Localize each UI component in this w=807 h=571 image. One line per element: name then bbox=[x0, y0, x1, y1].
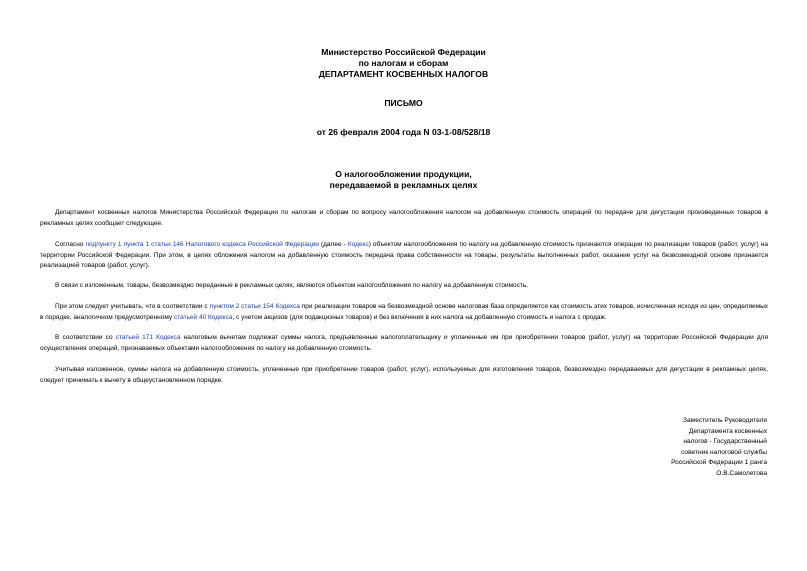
paragraph-2-text: (далее - bbox=[318, 241, 348, 248]
link-art-40[interactable]: статьей 40 Кодекса bbox=[173, 313, 233, 321]
signature-title-1: Заместитель Руководителя bbox=[683, 417, 767, 424]
document-date bbox=[0, 127, 807, 138]
signature-name: О.В.Самолетова bbox=[716, 469, 767, 477]
document-subject bbox=[0, 169, 807, 191]
paragraph-4-text: , с учетом акцизов (для подакцизных товаров) и без включения в них налога на добавленную стоимость и налога с продаж. bbox=[232, 313, 607, 321]
paragraph-5-text: В соответствии со bbox=[55, 334, 116, 341]
paragraph-5-text: налоговым вычетам подлежат суммы налога, предъявленные налогоплательщику и уплаченные им при приобретении товаров (работ, услуг) на территории Российской Федерации для осуществления операций, признаваемых объектами налогообложения по налогу на добавленную стоимость. bbox=[40, 334, 768, 352]
paragraph-5 bbox=[40, 333, 768, 354]
ministry-header bbox=[0, 47, 807, 80]
subject-line-2: передаваемой в рекламных целях bbox=[329, 180, 478, 190]
paragraph-6: Учитывая изложенное, суммы налога на добавленную стоимость, уплаченные при приобретении товаров (работ, услуг), используемых для изготовления товаров, безвозмездно передаваемых для дегустации в рекламных целях, следует принимать к вычету в общеустановленном порядке. bbox=[40, 366, 768, 384]
paragraph-1: Департамент косвенных налогов Министерства Российской Федерации по налогам и сборам по вопросу налогообложения налогом на добавленную стоимость операций по передаче для дегустации произведенных товаров в рекламных целях сообщает следующее. bbox=[40, 209, 768, 227]
department-name: ДЕПАРТАМЕНТ КОСВЕННЫХ НАЛОГОВ bbox=[318, 69, 489, 79]
paragraph-4-text: при реализации товаров на безвозмездной основе налоговая база определяется как стоимость этих товаров, исчисленная исходя из цен, определяемых в порядке, аналогичном предусмотренному bbox=[40, 303, 768, 321]
signature-title-2: Департамента косвенных bbox=[688, 427, 767, 435]
link-subclause-1-art-146[interactable]: подпункту 1 пункта 1 статьи 146 bbox=[85, 241, 184, 248]
link-art-171[interactable]: статьей 171 Кодекса bbox=[115, 334, 181, 341]
signature-title-5: Российской Федерации 1 ранга bbox=[671, 459, 767, 467]
ministry-scope: по налогам и сборам bbox=[358, 58, 449, 68]
document-type bbox=[0, 98, 807, 109]
paragraph-3: В связи с изложенным, товары, безвозмездно переданные в рекламных целях, являются объектом налогообложения по налогу на добавленную стоимость. bbox=[55, 282, 529, 289]
link-code[interactable]: Кодекс bbox=[347, 241, 369, 248]
link-tax-code[interactable]: Налогового кодекса Российской Федерации bbox=[185, 241, 319, 248]
paragraph-4-text: При этом следует учитывать, что в соответствии с bbox=[55, 303, 210, 310]
signature-title-4: советник налоговой службы bbox=[681, 448, 767, 456]
signature-title-3: налогов - Государственный bbox=[683, 438, 767, 446]
signature-block bbox=[567, 416, 767, 480]
paragraph-2-text: ) объектом налогообложения по налогу на добавленную стоимость признаются операции по реализации товаров (работ, услуг) на территории Российской Федерации. При этом, в целях обложения налогом на добавленную стоимость передача права собственности на товары, результаты выполненных работ, оказание услуг на безвозмездной основе признается реализацией товаров (работ, услуг). bbox=[40, 241, 768, 269]
subject-line-1: О налогообложении продукции, bbox=[335, 169, 472, 179]
paragraph-2-text: Согласно bbox=[55, 241, 86, 248]
paragraph-4 bbox=[40, 302, 768, 323]
ministry-name: Министерство Российской Федерации bbox=[321, 47, 486, 57]
document-date-label: от 26 февраля 2004 года N 03-1-08/528/18 bbox=[316, 127, 491, 137]
link-clause-2-art-154[interactable]: пунктом 2 статьи 154 Кодекса bbox=[209, 303, 300, 310]
document-type-label: ПИСЬМО bbox=[384, 98, 423, 108]
paragraph-2 bbox=[40, 240, 768, 272]
